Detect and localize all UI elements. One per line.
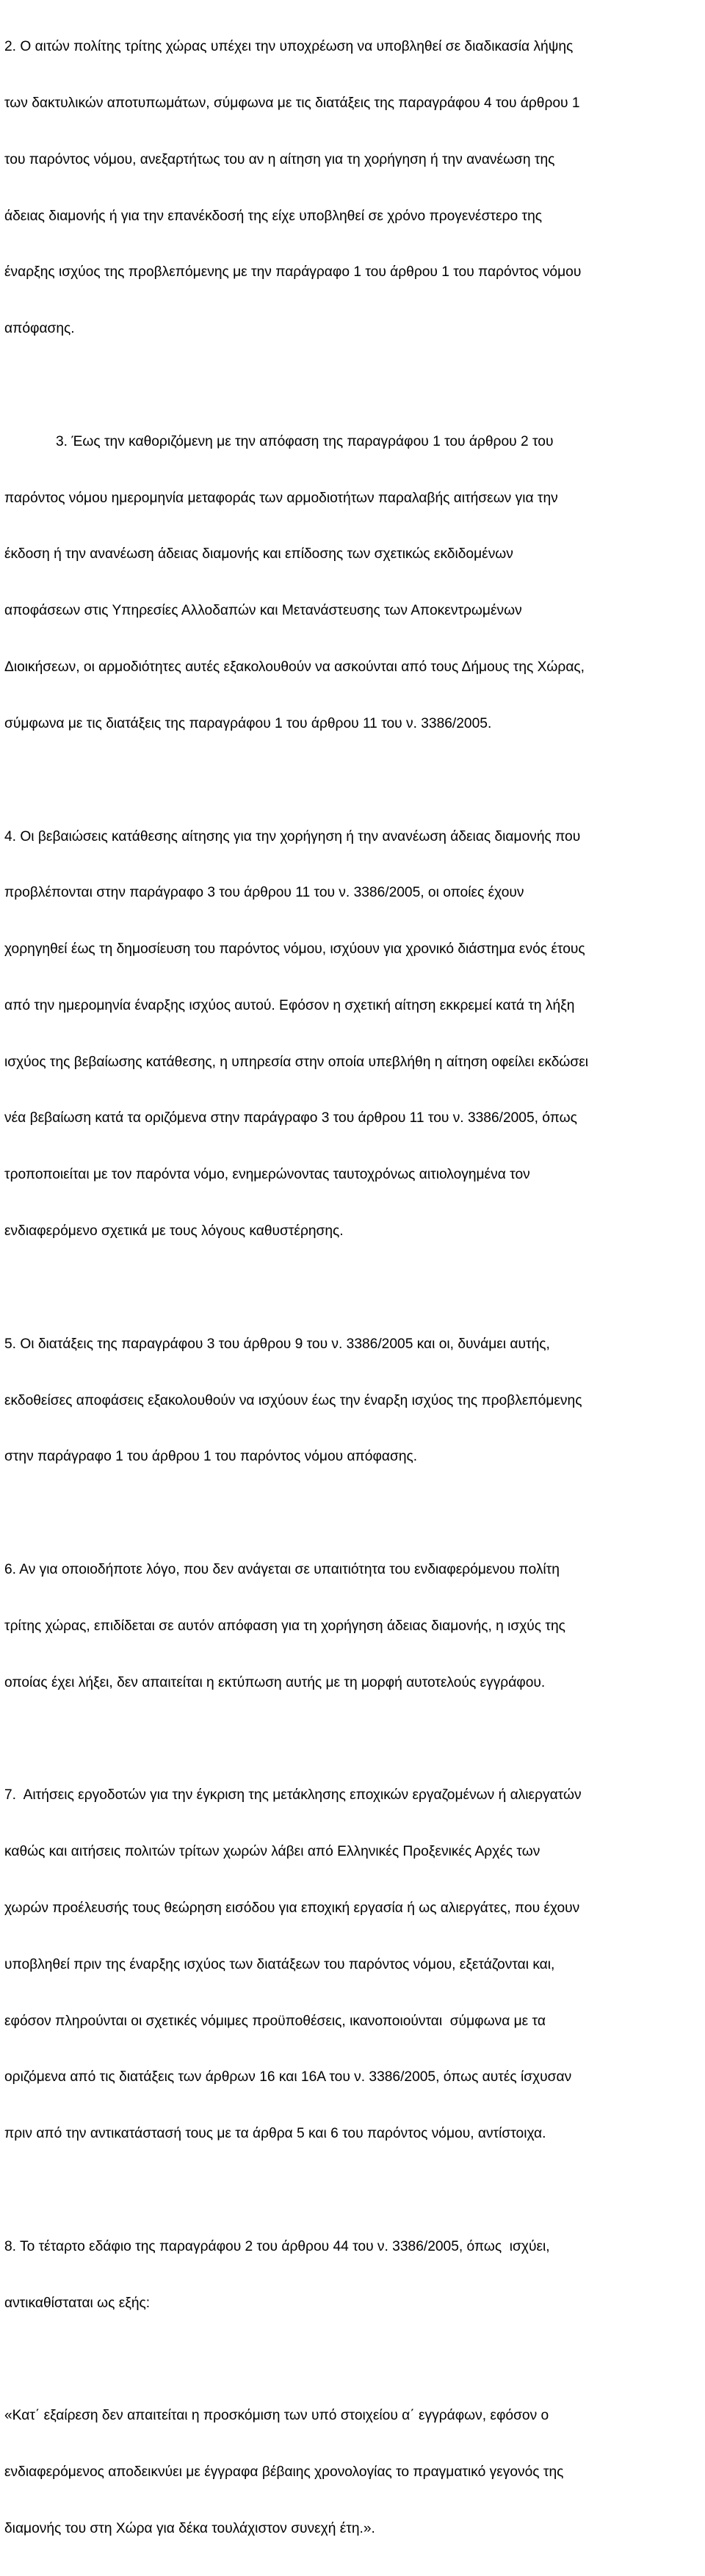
text-line: παρόντος νόμου ημερομηνία μεταφοράς των αρμοδιοτήτων παραλαβής αιτήσεων για την — [4, 490, 558, 506]
text-line: σύμφωνα με τις διατάξεις της παραγράφου 1 του άρθρου 11 του ν. 3386/2005. — [4, 715, 492, 731]
text-line: αντικαθίσταται ως εξής: — [4, 2295, 151, 2311]
text-line: άδειας διαμονής ή για την επανέκδοσή της είχε υποβληθεί σε χρόνο προγενέστερο της — [4, 208, 542, 224]
paragraph-6 — [4, 1523, 701, 1730]
text-line: νέα βεβαίωση κατά τα οριζόμενα στην παράγραφο 3 του άρθρου 11 του ν. 3386/2005, όπως — [4, 1110, 577, 1126]
text-line: τροποποιείται με τον παρόντα νόμο, ενημερώνοντας ταυτοχρόνως αιτιολογημένα τον — [4, 1167, 530, 1183]
text-line: υποβληθεί πριν της έναρξης ισχύος των διατάξεων του παρόντος νόμου, εξετάζονται και, — [4, 1956, 555, 1972]
text-line: εφόσον πληρούνται οι σχετικές νόμιμες προϋποθέσεις, ικανοποιούνται σύμφωνα με τα — [4, 2013, 546, 2029]
text-line: οριζόμενα από τις διατάξεις των άρθρων 16 και 16Α του ν. 3386/2005, όπως αυτές ίσχυσαν — [4, 2069, 572, 2085]
text-line: «Κατ΄ εξαίρεση δεν απαιτείται η προσκόμιση των υπό στοιχείου α΄ εγγράφων, εφόσον ο — [4, 2408, 549, 2424]
text-line: έκδοση ή την ανανέωση άδειας διαμονής και επίδοσης των σχετικώς εκδιδομένων — [4, 546, 513, 562]
text-line: ενδιαφερόμενος αποδεικνύει με έγγραφα βέβαιης χρονολογίας το πραγματικό γεγονός της — [4, 2464, 564, 2481]
text-line: 4. Οι βεβαιώσεις κατάθεσης αίτησης για την χορήγηση ή την ανανέωση άδειας διαμονής που — [4, 828, 581, 844]
text-line: στην παράγραφο 1 του άρθρου 1 του παρόντος νόμου απόφασης. — [4, 1449, 418, 1465]
text-line: ενδιαφερόμενο σχετικά με τους λόγους καθυστέρησης. — [4, 1223, 344, 1239]
paragraph-5 — [4, 1298, 701, 1505]
text-line: έναρξης ισχύος της προβλεπόμενης με την παράγραφο 1 του άρθρου 1 του παρόντος νόμου — [4, 264, 582, 281]
text-line: ισχύος της βεβαίωσης κατάθεσης, η υπηρεσία στην οποία υπεβλήθη η αίτηση οφείλει εκδώσει — [4, 1054, 589, 1070]
text-line: χωρών προέλευσής τους θεώρηση εισόδου για εποχική εργασία ή ως αλιεργάτες, που έχουν — [4, 1900, 580, 1916]
text-line: εκδοθείσες αποφάσεις εξακολουθούν να ισχύουν έως την έναρξη ισχύος της προβλεπόμενης — [4, 1392, 582, 1408]
text-line: 7. Αιτήσεις εργοδοτών για την έγκριση της μετάκλησης εποχικών εργαζομένων ή αλιεργατών — [4, 1787, 582, 1803]
paragraph-3 — [4, 395, 701, 771]
text-line: προβλέπονται στην παράγραφο 3 του άρθρου 11 του ν. 3386/2005, οι οποίες έχουν — [4, 885, 524, 901]
text-line: διαμονής του στη Χώρα για δέκα τουλάχιστον συνεχή έτη.». — [4, 2520, 375, 2536]
text-line: τρίτης χώρας, επιδίδεται σε αυτόν απόφαση για τη χορήγηση άδειας διαμονής, η ισχύς της — [4, 1618, 565, 1634]
text-line: 3. Έως την καθοριζόμενη με την απόφαση της παραγράφου 1 του άρθρου 2 του — [56, 433, 554, 449]
paragraph-8 — [4, 2200, 701, 2351]
text-line: καθώς και αιτήσεις πολιτών τρίτων χωρών λάβει από Ελληνικές Προξενικές Αρχές των — [4, 1844, 540, 1860]
text-line: απόφασης. — [4, 321, 75, 337]
text-line: 2. Ο αιτών πολίτης τρίτης χώρας υπέχει την υποχρέωση να υποβληθεί σε διαδικασία λήψης — [4, 39, 574, 55]
text-line: του παρόντος νόμου, ανεξαρτήτως του αν η αίτηση για τη χορήγηση ή την ανανέωση της — [4, 151, 555, 167]
paragraph-gap — [4, 1278, 701, 1298]
paragraph-gap — [4, 2181, 701, 2200]
paragraph-gap — [4, 1729, 701, 1748]
text-line: 6. Αν για οποιοδήποτε λόγο, που δεν ανάγεται σε υπαιτιότητα του ενδιαφερόμενου πολίτη — [4, 1562, 560, 1578]
text-line: 8. Το τέταρτο εδάφιο της παραγράφου 2 του άρθρου 44 του ν. 3386/2005, όπως ισχύει, — [4, 2238, 550, 2254]
text-line: αποφάσεων στις Υπηρεσίες Αλλοδαπών και Μετανάστευσης των Αποκεντρωμένων — [4, 603, 522, 619]
paragraph-gap — [4, 771, 701, 790]
text-line: πριν από την αντικατάστασή τους με τα άρθρα 5 και 6 του παρόντος νόμου, αντίστοιχα. — [4, 2126, 546, 2142]
paragraph-4 — [4, 789, 701, 1278]
text-line: οποίας έχει λήξει, δεν απαιτείται η εκτύπωση αυτής με τη μορφή αυτοτελούς εγγράφου. — [4, 1674, 546, 1690]
paragraph-2 — [4, 0, 701, 376]
paragraph-gap — [4, 1504, 701, 1523]
paragraph-8-quote — [4, 2369, 701, 2576]
text-line: Διοικήσεων, οι αρμοδιότητες αυτές εξακολουθούν να ασκούνται από τους Δήμους της Χώρας, — [4, 659, 585, 675]
text-line: χορηγηθεί έως τη δημοσίευση του παρόντος νόμου, ισχύουν για χρονικό διάστημα ενός έτους — [4, 941, 585, 958]
paragraph-gap — [4, 2350, 701, 2369]
text-line: 5. Οι διατάξεις της παραγράφου 3 του άρθρου 9 του ν. 3386/2005 και οι, δυνάμει αυτής, — [4, 1336, 550, 1352]
paragraph-gap — [4, 376, 701, 395]
text-line: από την ημερομηνία έναρξης ισχύος αυτού. Εφόσον η σχετική αίτηση εκκρεμεί κατά τη λήξη — [4, 997, 575, 1013]
text-line: των δακτυλικών αποτυπωμάτων, σύμφωνα με τις διατάξεις της παραγράφου 4 του άρθρου 1 — [4, 95, 580, 111]
paragraph-7 — [4, 1748, 701, 2181]
